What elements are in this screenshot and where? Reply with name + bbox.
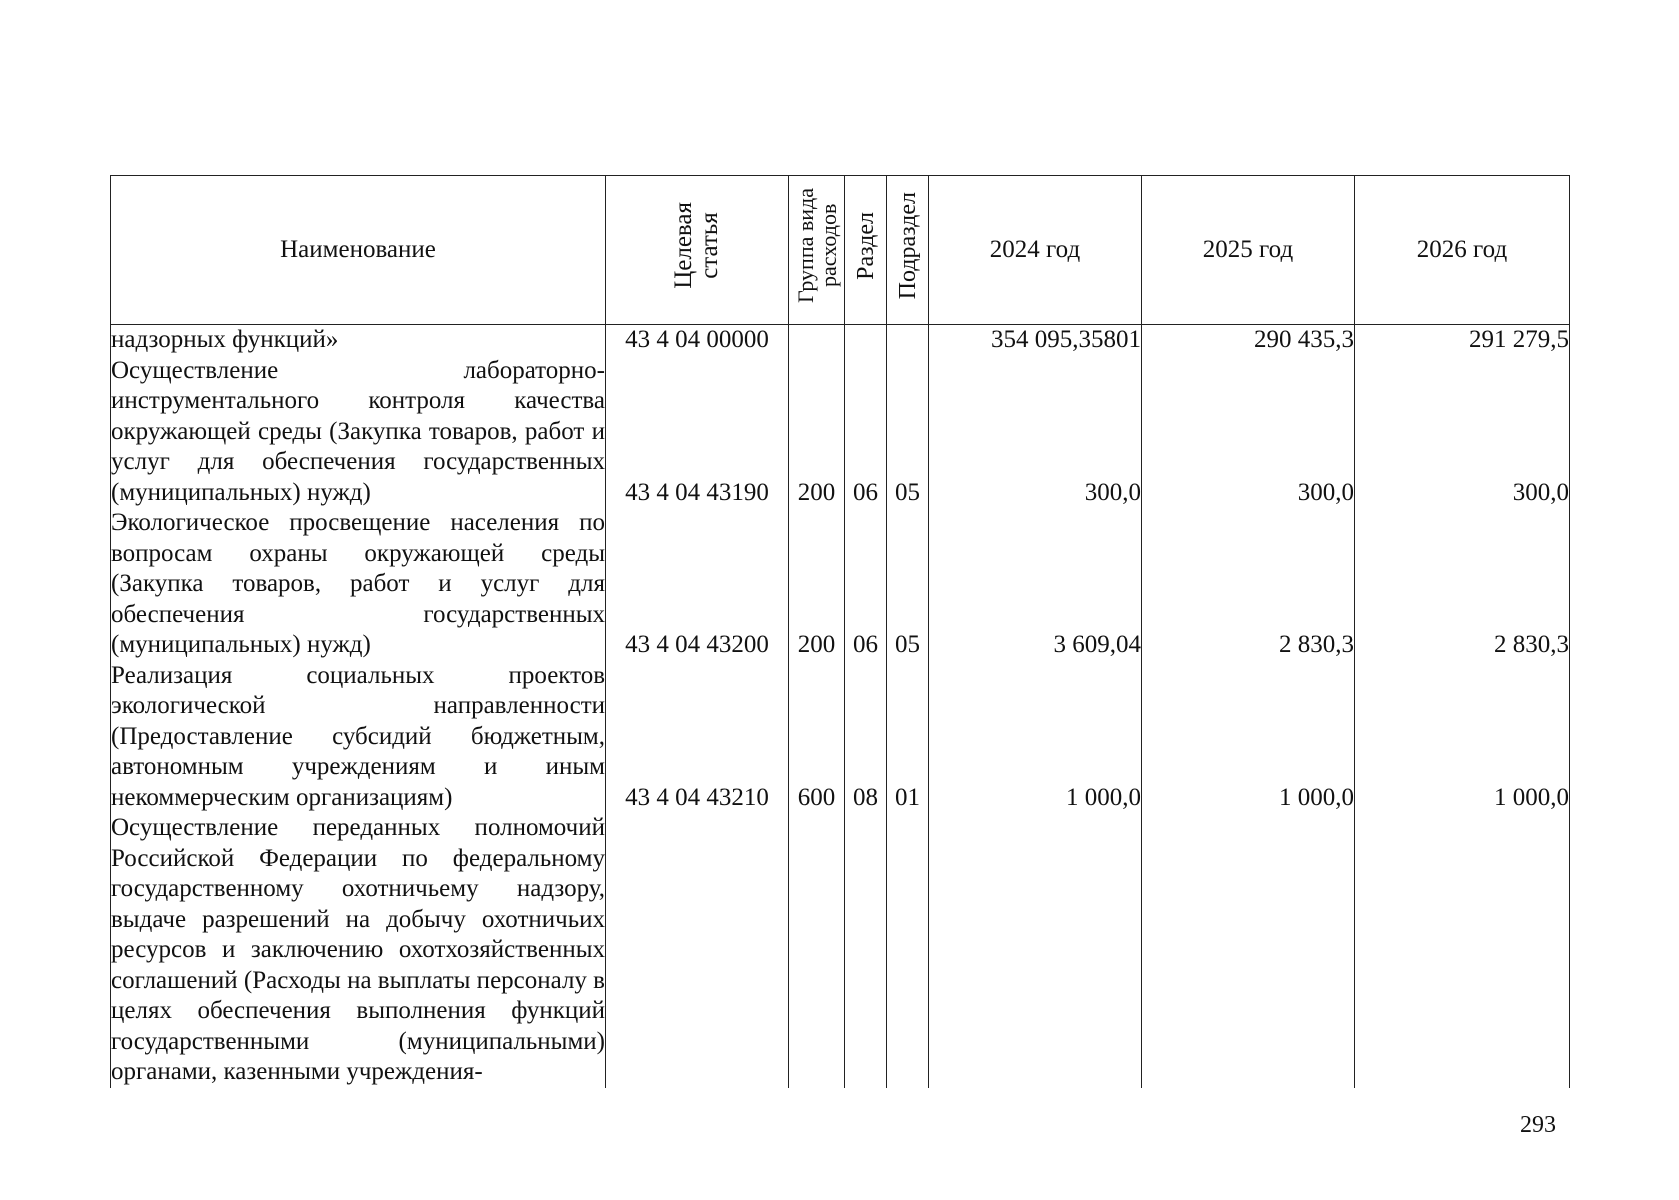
row-name: Реализация социальных проектов экологической направленности (Предоставление субсидий бюджетным, автономным учреждениям и иным некоммерческим организациям) <box>111 661 606 814</box>
row-group <box>789 813 845 1088</box>
table-row <box>111 325 1570 356</box>
row-subsection: 05 <box>887 356 929 509</box>
budget-table <box>110 175 1570 1088</box>
row-section <box>845 813 887 1088</box>
header-year-2026: 2026 год <box>1355 176 1570 325</box>
table-header-row <box>111 176 1570 325</box>
row-code <box>606 813 789 1088</box>
table-row <box>111 813 1570 1088</box>
row-2026: 1 000,0 <box>1355 661 1570 814</box>
row-subsection <box>887 813 929 1088</box>
row-2026: 2 830,3 <box>1355 508 1570 661</box>
header-expense-group: Группа вида расходов <box>789 176 845 325</box>
row-2025: 300,0 <box>1142 356 1355 509</box>
row-code: 43 4 04 00000 <box>606 325 789 356</box>
row-section <box>845 325 887 356</box>
row-2025 <box>1142 813 1355 1088</box>
header-year-2025: 2025 год <box>1142 176 1355 325</box>
row-2024 <box>929 813 1142 1088</box>
header-target-article: Целевая статья <box>606 176 789 325</box>
row-section: 08 <box>845 661 887 814</box>
row-section: 06 <box>845 508 887 661</box>
row-group: 200 <box>789 508 845 661</box>
row-2025: 2 830,3 <box>1142 508 1355 661</box>
row-subsection <box>887 325 929 356</box>
row-name: надзорных функций» <box>111 325 606 356</box>
row-2026: 300,0 <box>1355 356 1570 509</box>
row-name: Экологическое просвещение населения по вопросам охраны окружающей среды (Закупка товаров, работ и услуг для обеспечения государственных (муниципальных) нужд) <box>111 508 606 661</box>
row-group: 200 <box>789 356 845 509</box>
row-subsection: 05 <box>887 508 929 661</box>
row-2024: 354 095,35801 <box>929 325 1142 356</box>
row-2024: 300,0 <box>929 356 1142 509</box>
table-row <box>111 508 1570 661</box>
header-name: Наименование <box>111 176 606 325</box>
table-row <box>111 356 1570 509</box>
row-name: Осуществление лабораторно-инструментального контроля качества окружающей среды (Закупка товаров, работ и услуг для обеспечения государственных (муниципальных) нужд) <box>111 356 606 509</box>
row-2024: 1 000,0 <box>929 661 1142 814</box>
header-subsection: Подраздел <box>887 176 929 325</box>
row-code: 43 4 04 43190 <box>606 356 789 509</box>
header-year-2024: 2024 год <box>929 176 1142 325</box>
row-2024: 3 609,04 <box>929 508 1142 661</box>
row-subsection: 01 <box>887 661 929 814</box>
row-name: Осуществление переданных полномочий Российской Федерации по федеральному государственному охотничьему надзору, выдаче разрешений на добычу охотничьих ресурсов и заключению охотхозяйственных соглашений (Расходы на выплаты персоналу в целях обеспечения выполнения функций государственными (муниципальными) органами, казенными учреждения- <box>111 813 606 1088</box>
row-code: 43 4 04 43210 <box>606 661 789 814</box>
row-2025: 1 000,0 <box>1142 661 1355 814</box>
row-code: 43 4 04 43200 <box>606 508 789 661</box>
row-2025: 290 435,3 <box>1142 325 1355 356</box>
row-group <box>789 325 845 356</box>
row-2026 <box>1355 813 1570 1088</box>
row-group: 600 <box>789 661 845 814</box>
row-2026: 291 279,5 <box>1355 325 1570 356</box>
header-section: Раздел <box>845 176 887 325</box>
page-number: 293 <box>1520 1112 1556 1138</box>
row-section: 06 <box>845 356 887 509</box>
table-row <box>111 661 1570 814</box>
